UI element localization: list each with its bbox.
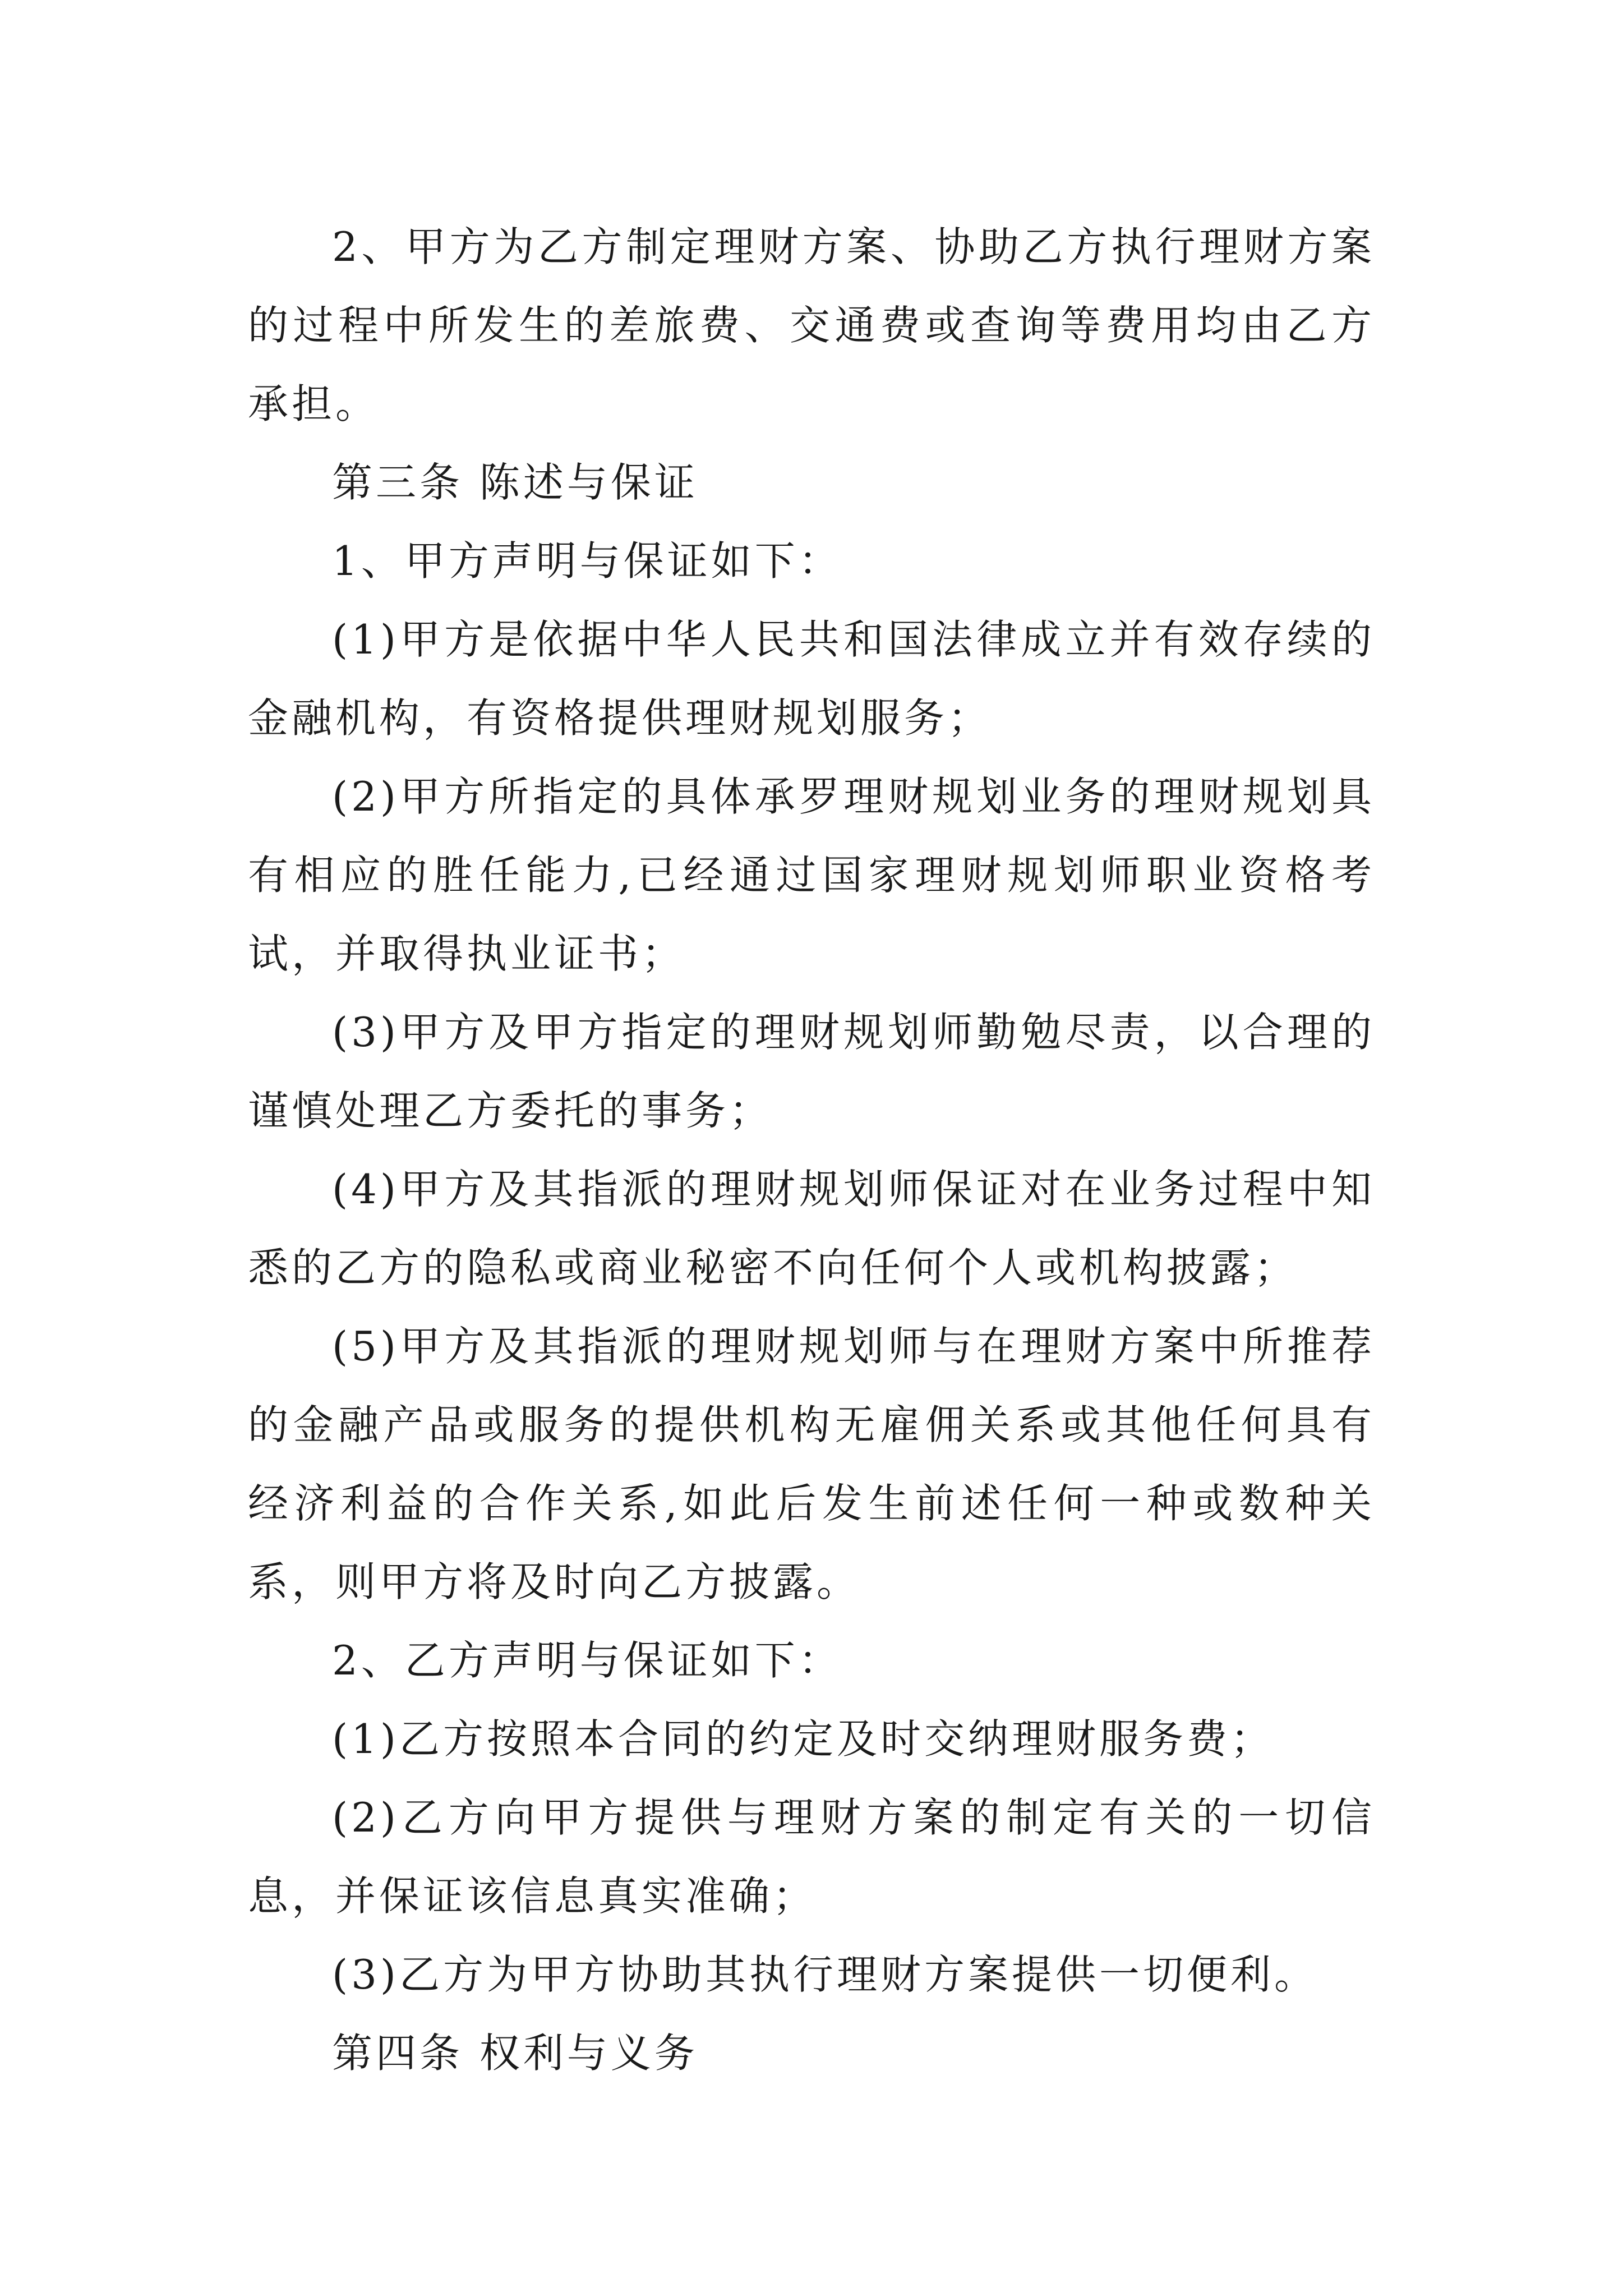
party-a-clause-4: (4)甲方及其指派的理财规划师保证对在业务过程中知悉的乙方的隐私或商业秘密不向任何个人或机构披露； xyxy=(248,1166,1375,1291)
party-b-clause-3: (3)乙方为甲方协助其执行理财方案提供一切便利。 xyxy=(332,1951,1318,1998)
party-a-declaration-heading: 1、甲方声明与保证如下： xyxy=(332,537,842,585)
party-b-clause-1: (1)乙方按照本合同的约定及时交纳理财服务费； xyxy=(332,1715,1274,1763)
party-a-clause-2: (2)甲方所指定的具体承罗理财规划业务的理财规划具有相应的胜任能力,已经通过国家理财规划师职业资格考试，并取得执业证书； xyxy=(248,773,1375,977)
document-body xyxy=(248,208,1375,2092)
party-b-clause-2: (2)乙方向甲方提供与理财方案的制定有关的一切信息，并保证该信息真实准确； xyxy=(248,1794,1375,1920)
article-3-heading: 第三条 陈述与保证 xyxy=(332,459,698,506)
article-4-heading: 第四条 权利与义务 xyxy=(332,2030,698,2077)
party-a-clause-5: (5)甲方及其指派的理财规划师与在理财方案中所推荐的金融产品或服务的提供机构无雇佣关系或其他任何具有经济利益的合作关系,如此后发生前述任何一种或数种关系，则甲方将及时向乙方披露。 xyxy=(248,1323,1375,1605)
party-a-clause-1: (1)甲方是依据中华人民共和国法律成立并有效存续的金融机构，有资格提供理财规划服务； xyxy=(248,616,1375,742)
party-b-declaration-heading: 2、乙方声明与保证如下： xyxy=(332,1637,842,1684)
party-a-clause-3: (3)甲方及甲方指定的理财规划师勤勉尽责，以合理的谨慎处理乙方委托的事务； xyxy=(248,1009,1375,1134)
paragraph-expenses: 2、甲方为乙方制定理财方案、协助乙方执行理财方案的过程中所发生的差旅费、交通费或查询等费用均由乙方承担。 xyxy=(248,223,1375,427)
